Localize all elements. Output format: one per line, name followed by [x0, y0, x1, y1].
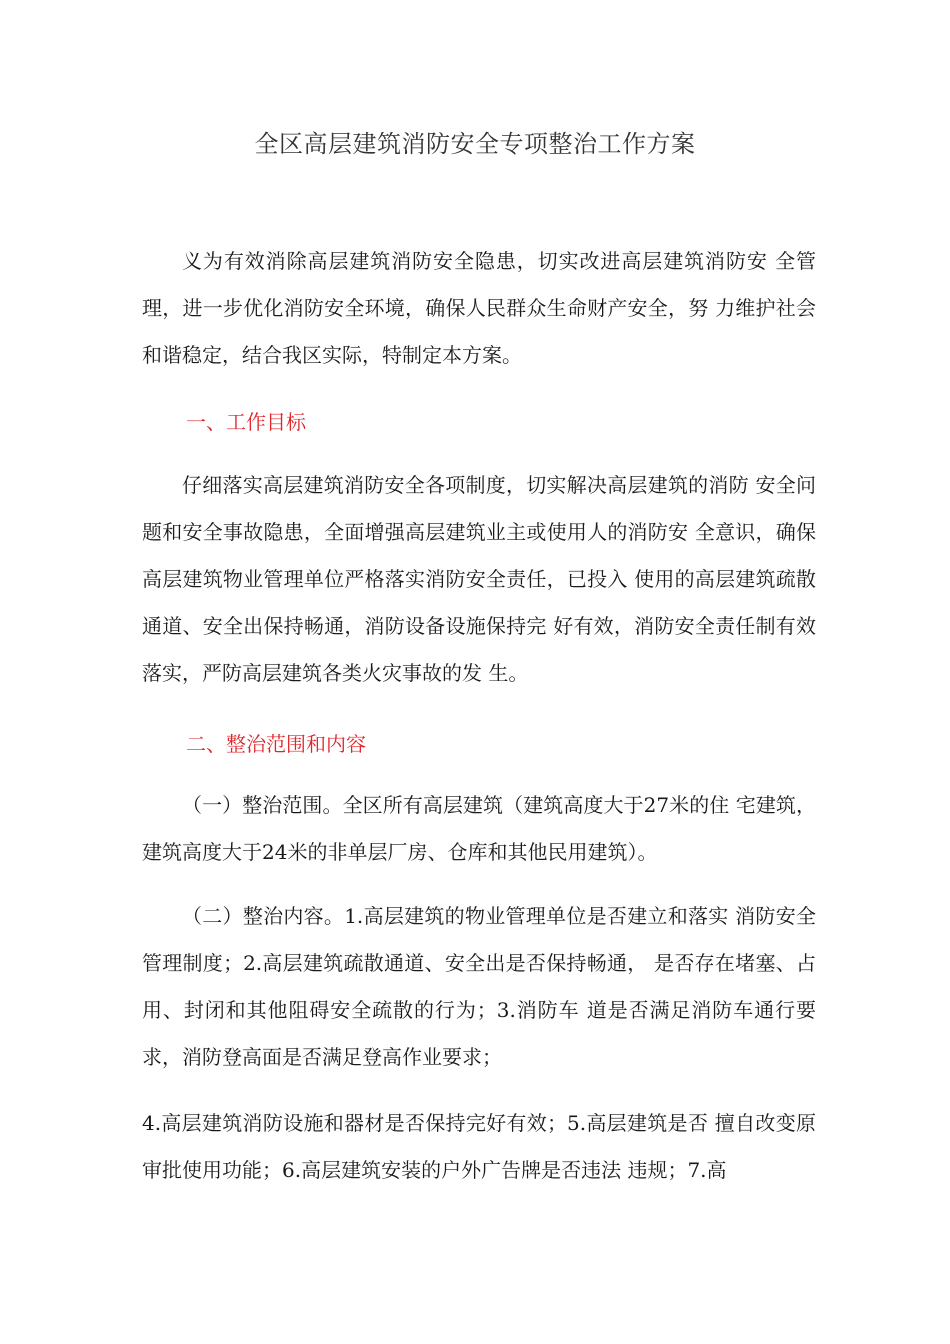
content-continuation-paragraph: 4.高层建筑消防设施和器材是否保持完好有效；5.高层建筑是否 擅自改变原审批使用功能；6.高层建筑安装的户外广告牌是否违法 违规；7.高 — [142, 1111, 816, 1182]
scope-paragraph: （一）整治范围。全区所有高层建筑（建筑高度大于27米的住 宅建筑，建筑高度大于24米的非单层厂房、仓库和其他民用建筑）。 — [142, 793, 816, 864]
intro-paragraph: 义为有效消除高层建筑消防安全隐患，切实改进高层建筑消防安 全管理，进一步优化消防安全环境，确保人民群众生命财产安全，努 力维护社会和谐稳定，结合我区实际，特制定本方案。 — [142, 249, 816, 367]
document-title: 全区高层建筑消防安全专项整治工作方案 — [254, 130, 696, 158]
section-heading-goals: 一、工作目标 — [186, 410, 306, 434]
section-heading-scope: 二、整治范围和内容 — [186, 732, 366, 756]
goals-paragraph: 仔细落实高层建筑消防安全各项制度，切实解决高层建筑的消防 安全问题和安全事故隐患，全面增强高层建筑业主或使用人的消防安 全意识，确保高层建筑物业管理单位严格落实消防安全责任，已投入 使用的高层建筑疏散通道、安全出保持畅通，消防设备设施保持完 好有效，消防安全责任制有效落实，严防高层建筑各类火灾事故的发 生。 — [142, 473, 816, 685]
content-paragraph: （二）整治内容。1.高层建筑的物业管理单位是否建立和落实 消防安全管理制度；2.高层建筑疏散通道、安全出是否保持畅通， 是否存在堵塞、占用、封闭和其他阻碍安全疏散的行为；3.消防车 道是否满足消防车通行要求，消防登高面是否满足登高作业要求； — [142, 904, 816, 1069]
